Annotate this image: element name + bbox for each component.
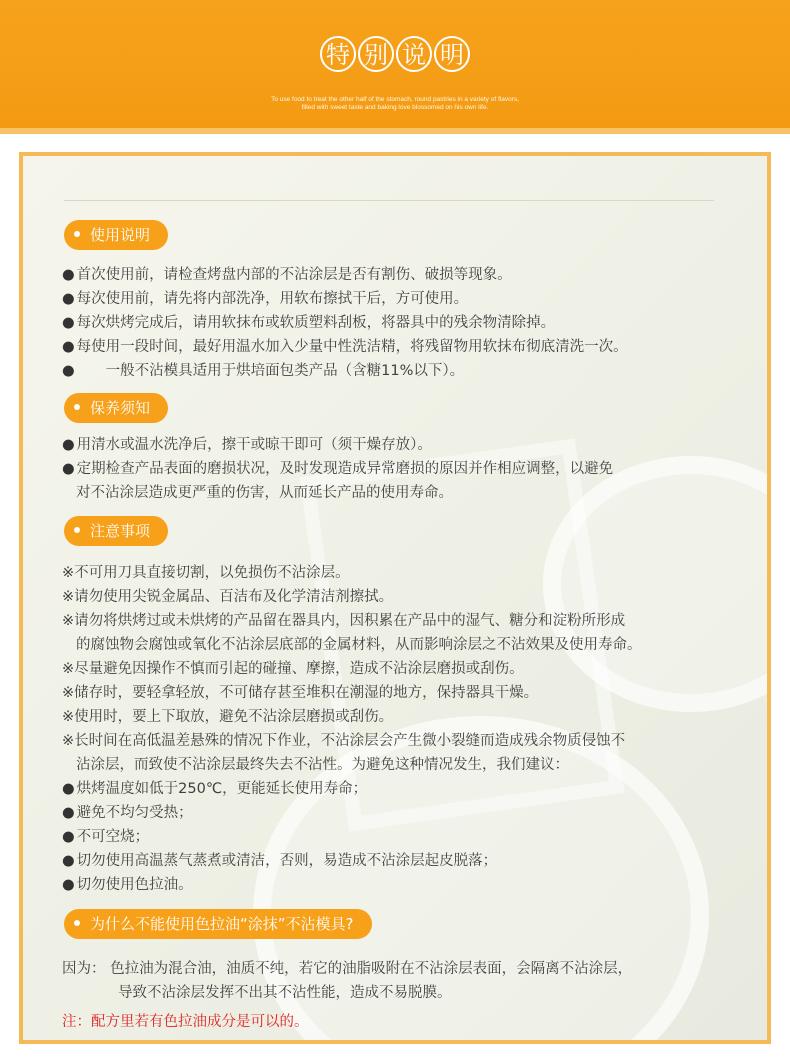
header-divider bbox=[0, 128, 790, 134]
suggestion-item: ● 烘烤温度如低于250℃，更能延长使用寿命； bbox=[62, 781, 368, 797]
bullet-dot-icon bbox=[74, 527, 80, 533]
header-banner bbox=[0, 0, 790, 128]
section-title-care: 保养须知 bbox=[64, 393, 168, 423]
note-line: ※不可用刀具直接切割，以免损伤不沾涂层。 bbox=[62, 565, 350, 581]
suggestion-item: ● 切勿使用色拉油。 bbox=[62, 877, 193, 893]
note-line: ※储存时，要轻拿轻放，不可储存甚至堆积在潮湿的地方，保持器具干燥。 bbox=[62, 685, 539, 701]
section-title-notes: 注意事项 bbox=[64, 516, 168, 546]
bullet-dot-icon bbox=[74, 920, 80, 926]
note-line: ※长时间在高低温差悬殊的情况下作业，不沾涂层会产生微小裂缝而造成残余物质侵蚀不 bbox=[62, 733, 626, 749]
answer-line: 因为： 色拉油为混合油，油质不纯，若它的油脂吸附在不沾涂层表面，会隔离不沾涂层， bbox=[62, 961, 633, 977]
list-item: ● 一般不沾模具适用于烘培面包类产品（含糖11%以下）。 bbox=[62, 363, 465, 379]
list-item: ● 用清水或温水洗净后，擦干或晾干即可（须干燥存放）。 bbox=[62, 437, 432, 453]
footnote: 注：配方里若有色拉油成分是可以的。 bbox=[62, 1014, 309, 1030]
title-char: 特 bbox=[320, 36, 356, 72]
note-line: ※使用时，要上下取放，避免不沾涂层磨损或刮伤。 bbox=[62, 709, 394, 725]
note-line: 的腐蚀物会腐蚀或氧化不沾涂层底部的金属材料，从而影响涂层之不沾效果及使用寿命。 bbox=[76, 637, 642, 653]
subtitle-line-1: To use food to treat the other half of the stomach, round pastries in a variety of flavors, bbox=[271, 96, 519, 103]
section-title-why: 为什么不能使用色拉油“涂抹”不沾模具? bbox=[64, 909, 372, 939]
divider bbox=[64, 200, 714, 201]
section-title-usage: 使用说明 bbox=[64, 220, 168, 250]
list-item: ● 首次使用前，请检查烤盘内部的不沾涂层是否有割伤、破损等现象。 bbox=[62, 267, 512, 283]
note-line: ※请勿使用尖锐金属品、百洁布及化学清洁剂擦拭。 bbox=[62, 589, 394, 605]
list-item: ● 每次使用前，请先将内部洗净，用软布擦拭干后，方可使用。 bbox=[62, 291, 469, 307]
page-title bbox=[0, 36, 790, 72]
suggestion-item: ● 切勿使用高温蒸气蒸煮或清洁，否则，易造成不沾涂层起皮脱落； bbox=[62, 853, 498, 869]
suggestion-item: ● 不可空烧； bbox=[62, 829, 150, 845]
title-char: 明 bbox=[434, 36, 470, 72]
title-char: 别 bbox=[358, 36, 394, 72]
suggestion-item: ● 避免不均匀受热； bbox=[62, 805, 193, 821]
list-item: ● 每使用一段时间，最好用温水加入少量中性洗洁精，将残留物用软抹布彻底清洗一次。 bbox=[62, 339, 628, 355]
note-line: ※尽量避免因操作不慎而引起的碰撞、摩擦，造成不沾涂层磨损或刮伤。 bbox=[62, 661, 524, 677]
bullet-dot-icon bbox=[74, 404, 80, 410]
list-item-continuation: 对不沾涂层造成更严重的伤害，从而延长产品的使用寿命。 bbox=[76, 485, 453, 501]
list-item: ● 定期检查产品表面的磨损状况，及时发现造成异常磨损的原因并作相应调整，以避免 bbox=[62, 461, 614, 477]
answer-line: 导致不沾涂层发挥不出其不沾性能，造成不易脱膜。 bbox=[118, 985, 452, 1001]
note-line: 沾涂层，而致使不沾涂层最终失去不沾性。为避免这种情况发生，我们建议： bbox=[76, 757, 569, 773]
bullet-dot-icon bbox=[74, 231, 80, 237]
note-line: ※请勿将烘烤过或未烘烤的产品留在器具内，因积累在产品中的湿气、糖分和淀粉所形成 bbox=[62, 613, 626, 629]
subtitle-line-2: filled with sweet taste and baking love blossomed on his own life. bbox=[301, 104, 489, 111]
title-char: 说 bbox=[396, 36, 432, 72]
list-item: ● 每次烘烤完成后，请用软抹布或软质塑料刮板，将器具中的残余物清除掉。 bbox=[62, 315, 556, 331]
